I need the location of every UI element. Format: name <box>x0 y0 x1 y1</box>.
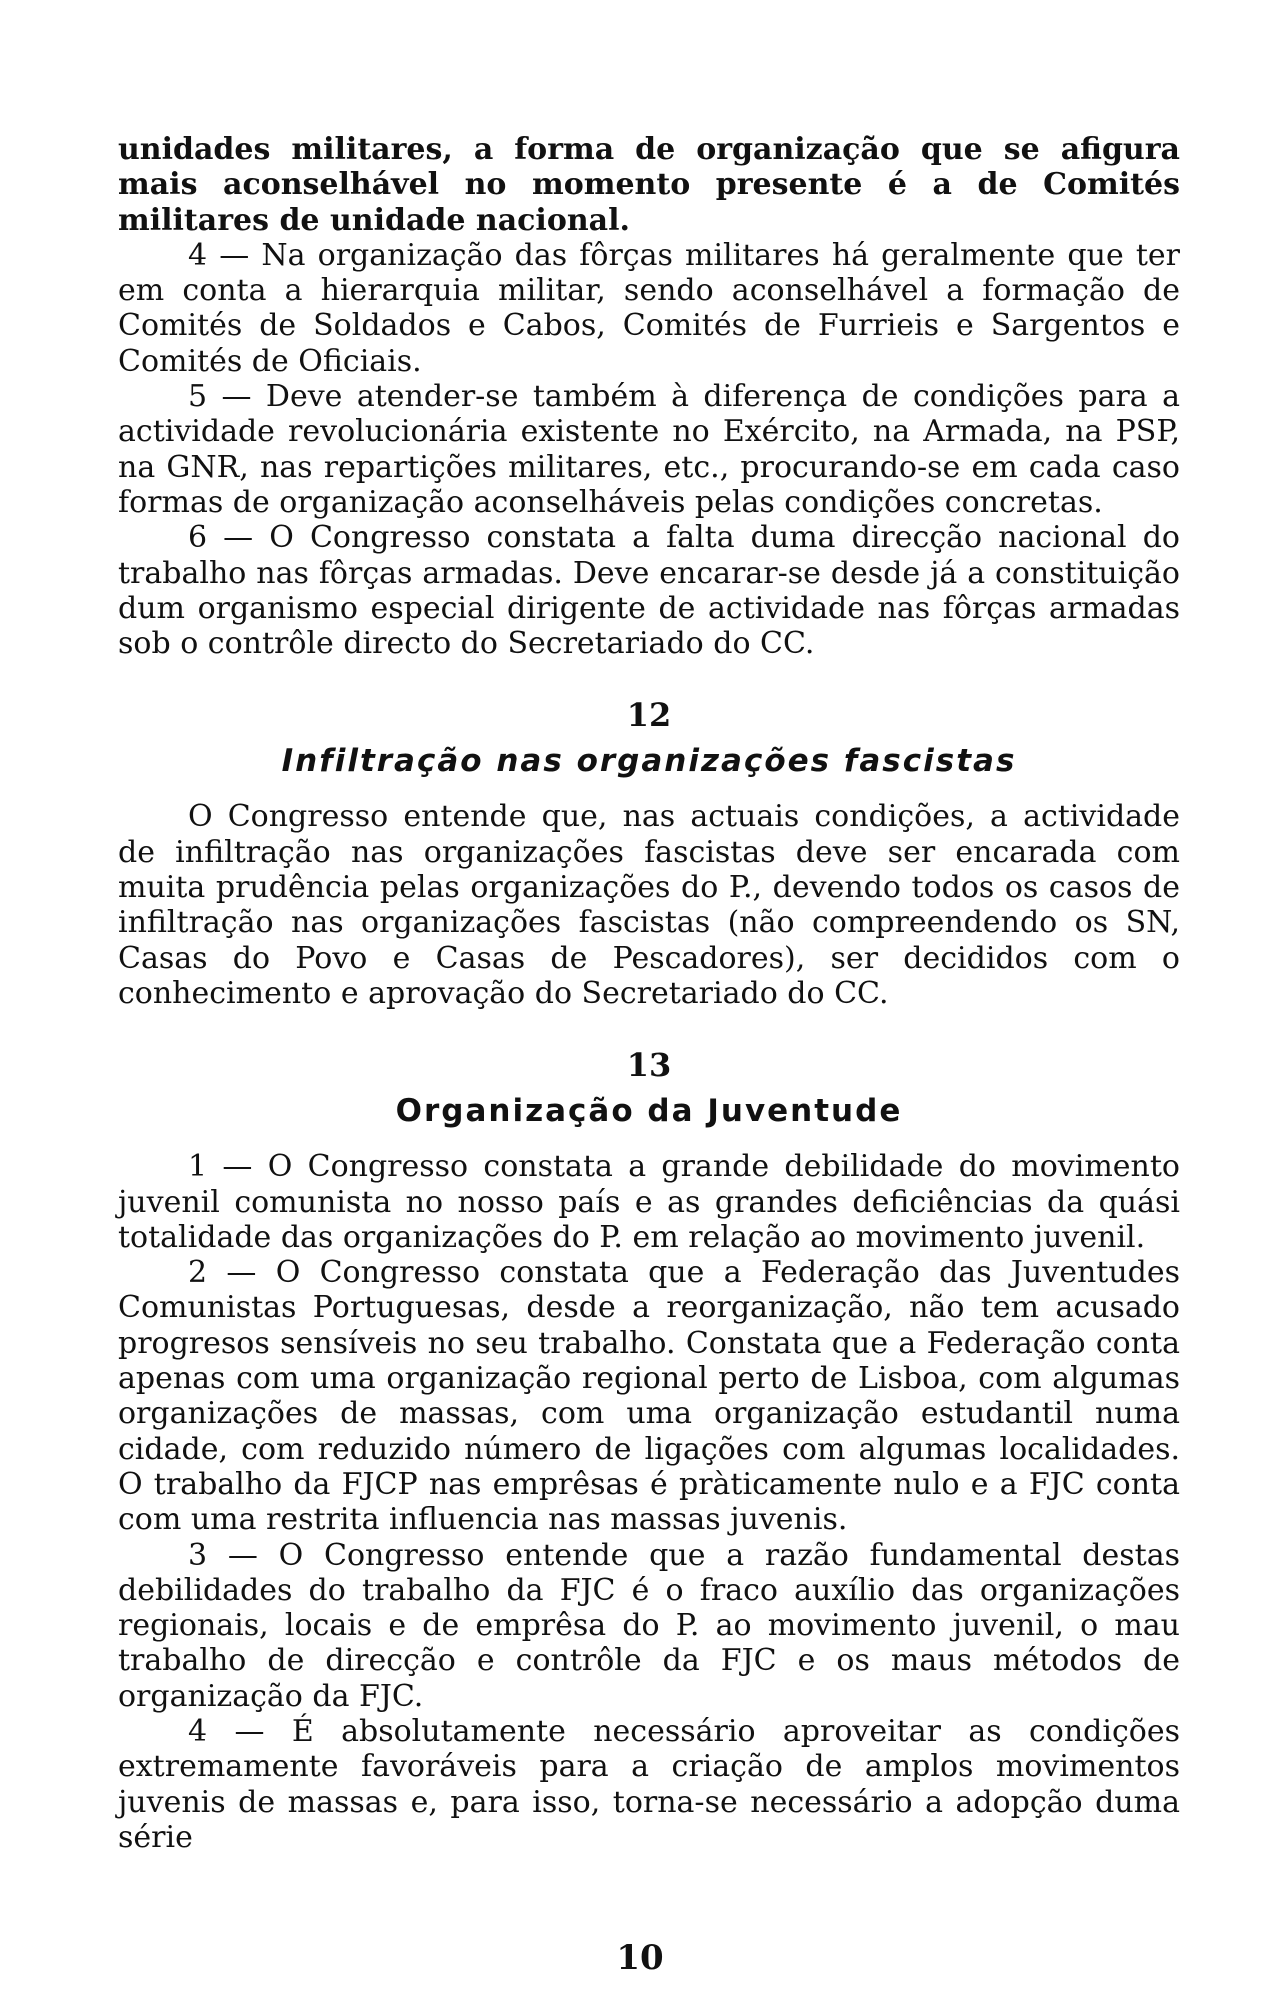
paragraph-13-1: 1 — O Congresso constata a grande debilidade do movimento juvenil comunista no nosso país e as grandes deficiências da quási totalidade das organizações do P. em relação ao movimento juvenil. <box>118 1149 1180 1255</box>
paragraph-11-4: 4 — Na organização das fôrças militares há geralmente que ter em conta a hierarquia militar, sendo aconselhável a formação de Comités de Soldados e Cabos, Comités de Furrieis e Sargentos e Comités de Oficiais. <box>118 237 1180 379</box>
section-number-13: 13 <box>626 1046 672 1085</box>
section-title-12: Infiltração nas organizações fascistas <box>281 743 1017 780</box>
section-title-13: Organização da Juventude <box>395 1093 903 1130</box>
page-number: 10 <box>616 1938 664 1978</box>
text-column <box>118 132 1180 1855</box>
paragraph-13-2: 2 — O Congresso constata que a Federação das Juventudes Comunistas Portuguesas, desde a reorganização, não tem acusado progresos sensíveis no seu trabalho. Constata que a Federação conta apenas com uma organização regional perto de Lisboa, com algumas organizações de massas, com uma organização estudantil numa cidade, com reduzido número de ligações com algumas localidades. O trabalho da FJCP nas emprêsas é pràticamente nulo e a FJC conta com uma restrita influencia nas massas juvenis. <box>118 1255 1180 1538</box>
section-number-12: 12 <box>626 696 672 735</box>
paragraph-units-continuation: unidades militares, a forma de organização que se afigura mais aconselhável no momento presente é a de Comités militares de unidade nacional. <box>118 132 1180 238</box>
paragraph-13-4: 4 — É absolutamente necessário aproveitar as condições extremamente favoráveis para a criação de amplos movimentos juvenis de massas e, para isso, torna-se necessário a adopção duma série <box>118 1713 1180 1855</box>
paragraph-11-5: 5 — Deve atender-se também à diferença de condições para a actividade revolucionária existente no Exército, na Armada, na PSP, na GNR, nas repartições militares, etc., procurando-se em cada caso formas de organização aconselháveis pelas condições concretas. <box>118 379 1180 520</box>
paragraph-12-1: O Congresso entende que, nas actuais condições, a actividade de infiltração nas organizações fascistas deve ser encarada com muita prudência pelas organizações do P., devendo todos os casos de infiltração nas organizações fascistas (não compreendendo os SN, Casas do Povo e Casas de Pescadores), ser decididos com o conhecimento e aprovação do Secretariado do CC. <box>118 799 1180 1011</box>
paragraph-11-6: 6 — O Congresso constata a falta duma direcção nacional do trabalho nas fôrças armadas. Deve encarar-se desde já a constituição dum organismo especial dirigente de actividade nas fôrças armadas sob o contrôle directo do Secretariado do CC. <box>118 520 1180 662</box>
paragraph-13-3: 3 — O Congresso entende que a razão fundamental destas debilidades do trabalho da FJC é o fraco auxílio das organizações regionais, locais e de emprêsa do P. ao movimento juvenil, o mau trabalho de direcção e contrôle da FJC e os maus métodos de organização da FJC. <box>118 1537 1180 1714</box>
